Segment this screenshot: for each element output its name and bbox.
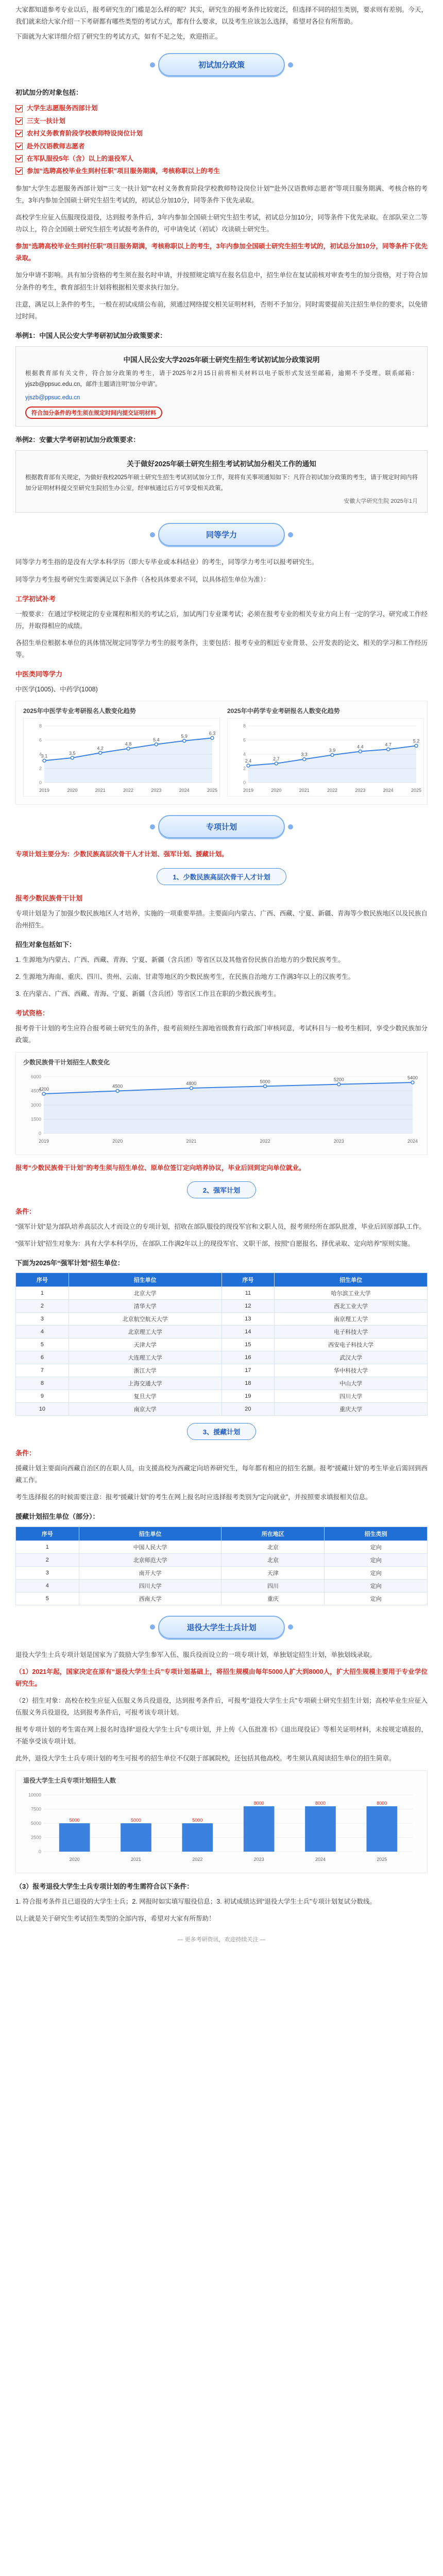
table-cell: 电子科技大学 [275, 1326, 428, 1338]
y-tick-label: 5000 [30, 1820, 41, 1826]
table-cell: 大连理工大学 [69, 1351, 222, 1364]
s1-paragraph-1: 参加“大学生志愿服务西部计划”“三支一扶计划”“农村义务教育阶段学校教师特设岗位计划”“赴外汉语教师志愿者”等项目服务期满、考核合格的考生，3年内参加全国硕士研究生招生考试的，初试总分加10分，同等条件下优先录取。 [15, 184, 428, 204]
data-point [99, 752, 102, 755]
chart-4 [23, 1788, 420, 1865]
table-row [16, 1403, 428, 1416]
s3-intro: 专项计划主要分为：少数民族高层次骨干人才计划、强军计划、援藏计划。 [15, 851, 228, 858]
s3-sub-1-header [15, 868, 428, 885]
footer-note: — 更多考研资讯，欢迎持续关注 — [177, 1936, 266, 1943]
s3-heading-4: 条件： [15, 1207, 36, 1215]
notice-2-title: 关于做好2025年硕士研究生招生考试初试加分相关工作的通知 [127, 460, 316, 468]
data-label: 8000 [315, 1800, 326, 1806]
s4-paragraph-7: 1. 符合报考条件且已退役的大学生士兵；2. 网报时如实填写服役信息；3. 初试成绩达到“退役大学生士兵”专项计划复试分数线。 [15, 1897, 377, 1905]
table-cell: 中山大学 [275, 1377, 428, 1390]
bar [367, 1806, 398, 1852]
s3-sub-3-title: 3、援藏计划 [187, 1423, 256, 1440]
x-tick-label: 2023 [151, 788, 162, 793]
x-tick-label: 2025 [411, 788, 422, 793]
data-point [211, 737, 214, 740]
y-tick-label: 4 [39, 752, 42, 757]
s4-chart [15, 1770, 428, 1873]
notice-1-email-link[interactable]: yjszb@ppsuc.edu.cn [25, 395, 80, 401]
table-cell: 定向 [325, 1592, 428, 1605]
table-cell: 北京大学 [69, 1287, 222, 1300]
s3-sub-1-title: 1、少数民族高层次骨干人才计划 [157, 868, 286, 885]
table-row [16, 1313, 428, 1326]
x-tick-label: 2021 [130, 1856, 142, 1862]
s3-heading-1: 报考少数民族骨干计划 [15, 894, 83, 902]
table-cell: 北京航空航天大学 [69, 1313, 222, 1326]
table-cell: 4 [16, 1579, 79, 1592]
notice-2-box [15, 450, 428, 513]
table-cell: 定向 [325, 1540, 428, 1553]
data-label: 4.2 [97, 745, 104, 751]
table-cell: 16 [222, 1351, 275, 1364]
table-cell: 1 [16, 1287, 69, 1300]
s2-charts [15, 701, 428, 805]
section-2-header [15, 523, 428, 546]
checkbox-icon [15, 167, 23, 175]
data-label: 5000 [130, 1817, 142, 1823]
x-tick-label: 2022 [327, 788, 338, 793]
data-label: 2.7 [273, 756, 280, 762]
x-tick-label: 2023 [253, 1856, 264, 1862]
y-tick-label: 4500 [30, 1088, 41, 1094]
x-tick-label: 2020 [112, 1138, 123, 1144]
table-row [16, 1579, 428, 1592]
table-cell: 3 [16, 1313, 69, 1326]
bar [182, 1823, 213, 1852]
table-cell: 北京 [222, 1540, 325, 1553]
data-point [415, 744, 418, 748]
s1-paragraph-3: 参加“选聘高校毕业生到村任职”项目服务期满，考核称职以上的考生，3年内参加全国硕士研究生招生考试的，初试总分加10分，同等条件下优先录取。 [15, 243, 428, 262]
section-4-title: 退役大学生士兵计划 [158, 1616, 285, 1639]
x-tick-label: 2019 [39, 788, 50, 793]
y-tick-label: 0 [38, 1849, 41, 1854]
y-tick-label: 0 [39, 780, 42, 786]
table-cell: 西北工业大学 [275, 1300, 428, 1313]
data-label: 5.4 [153, 737, 160, 743]
data-label: 2.4 [245, 758, 252, 764]
table-cell: 6 [16, 1351, 69, 1364]
table-cell: 4 [16, 1326, 69, 1338]
table-cell: 18 [222, 1377, 275, 1390]
notice-1-box [15, 346, 428, 427]
s2-heading-1: 工学初试补考 [15, 595, 56, 603]
table-cell: 华中科技大学 [275, 1364, 428, 1377]
table-cell: 上海交通大学 [69, 1377, 222, 1390]
x-tick-label: 2021 [95, 788, 106, 793]
data-label: 5000 [192, 1817, 203, 1823]
table-cell: 2 [16, 1553, 79, 1566]
s3-paragraph-2: 1. 生源地为内蒙古、广西、西藏、青海、宁夏、新疆（含兵团）等省区以及其他省份民族自治地方的少数民族考生。 [15, 956, 345, 963]
s3-note: 报考“少数民族骨干计划”的考生须与招生单位、原单位签订定向培养协议，毕业后回到定向单位就业。 [15, 1164, 305, 1172]
data-point [275, 762, 278, 765]
x-tick-label: 2024 [407, 1138, 418, 1144]
x-tick-label: 2023 [333, 1138, 344, 1144]
data-point [183, 739, 186, 742]
table-header-cell: 招生单位 [79, 1527, 222, 1540]
notice-1-body: 根据教育部有关文件，符合加分政策的考生，请于2025年2月15日前将相关材料以电子版形式发送至邮箱，逾期不予受理。联系邮箱：yjszb@ppsuc.edu.cn，邮件主题请注明“加分申请”。 [25, 370, 418, 387]
s4-paragraph-4: 报考专项计划的考生需在网上报名时选择“退役大学生士兵”专项计划，并上传《入伍批准书》《退出现役证》等相关证明材料，未按规定填报的，不能享受该专项计划。 [15, 1726, 428, 1745]
notice-2-body: 根据教育部有关规定，为做好我校2025年硕士研究生招生考试初试加分工作，现将有关事项通知如下：凡符合初试加分政策的考生，请于规定时间内将加分证明材料提交至研究生院招生办公室，经审核通过后方可享受相关政策。 [25, 474, 418, 492]
s3-paragraph-4: 3. 在内蒙古、广西、西藏、青海、宁夏、新疆（含兵团）等省区工作且在职的少数民族考生。 [15, 990, 280, 998]
data-label: 5000 [260, 1078, 270, 1084]
table-row [16, 1300, 428, 1313]
table-row [16, 1287, 428, 1300]
s1-paragraph-4: 加分申请不影响。具有加分资格的考生须在报名时申请，并按照规定填写在报名信息中，招生单位在复试前核对审查考生的加分资格，对于符合加分条件的考生，教育部招生计划将根据相关要求执行加分。 [15, 272, 428, 291]
data-point [387, 748, 390, 751]
table-cell: 天津大学 [69, 1338, 222, 1351]
table-cell: 四川大学 [79, 1579, 222, 1592]
notice-1-title: 中国人民公安大学2025年硕士研究生招生考试初试加分政策说明 [123, 355, 320, 364]
data-label: 3.5 [69, 751, 76, 756]
x-tick-label: 2022 [123, 788, 134, 793]
data-label: 5400 [407, 1075, 418, 1080]
s4-paragraph-5: 此外，退役大学生士兵专项计划的考生可报考的招生单位不仅限于部属院校，还包括其他高校。考生须认真阅读招生单位的招生简章。 [15, 1755, 396, 1762]
s4-paragraph-6: （3）报考退役大学生士兵专项计划的考生需符合以下条件： [15, 1882, 194, 1890]
bar [244, 1806, 275, 1852]
y-tick-label: 2 [243, 766, 246, 771]
table-cell: 2 [16, 1300, 69, 1313]
intro-section [15, 4, 428, 43]
chart-4-title: 退役大学生士兵专项计划招生人数 [23, 1776, 116, 1784]
x-tick-label: 2024 [315, 1856, 326, 1862]
x-tick-label: 2025 [207, 788, 218, 793]
data-point [337, 1082, 340, 1086]
table-header-cell: 所在地区 [222, 1527, 325, 1540]
data-label: 4500 [112, 1083, 123, 1089]
chart-2 [227, 718, 424, 796]
s4-paragraph-2: （1）2021年起，国家决定在原有“退役大学生士兵”专项计划基础上，将招生规模由每年5000人扩大到8000人，扩大招生规模主要用于专业学位研究生。 [15, 1668, 428, 1687]
table-cell: 定向 [325, 1566, 428, 1579]
s2-paragraph-3: 一般要求：在通过学校规定的专业课程和相关的考试之后，加试两门专业课考试；必须在报考专业的相关专业方向上有一定的学习、研究或工作经历，并取得相应的成绩。 [15, 610, 428, 630]
data-label: 5.2 [413, 738, 420, 744]
data-point [127, 747, 130, 750]
x-tick-label: 2024 [179, 788, 190, 793]
table-cell: 定向 [325, 1553, 428, 1566]
checklist-item: 农村义务教育阶段学校教师特设岗位计划 [15, 127, 428, 140]
checklist-item: 赴外汉语教师志愿者 [15, 140, 428, 152]
data-label: 5200 [333, 1077, 344, 1082]
notice-1-heading: 举例1：中国人民公安大学考研初试加分政策要求： [15, 331, 167, 340]
x-tick-label: 2020 [67, 788, 78, 793]
data-point [190, 1087, 193, 1090]
x-tick-label: 2020 [271, 788, 282, 793]
s3-paragraph-1: 专项计划是为了加强少数民族地区人才培养，实施的一项重要举措。主要面向内蒙古、广西、西藏、宁夏、新疆、青海等少数民族地区以及民族自治州招生。 [15, 909, 428, 929]
table-cell: 14 [222, 1326, 275, 1338]
table-cell: 3 [16, 1566, 79, 1579]
data-point [411, 1081, 414, 1084]
section-2-title: 同等学力 [158, 523, 285, 546]
table-header-cell: 序号 [16, 1527, 79, 1540]
data-label: 5.9 [181, 734, 188, 739]
data-label: 4.7 [385, 742, 391, 748]
intro-paragraph-2: 下面就为大家详细介绍了研究生的考试方式，如有不足之处，欢迎指正。 [15, 33, 222, 41]
table-row [16, 1390, 428, 1403]
bar [305, 1806, 336, 1852]
y-tick-label: 0 [243, 780, 246, 786]
y-tick-label: 2 [39, 766, 42, 771]
table-header-cell: 序号 [16, 1273, 69, 1287]
s1-paragraph-2: 高校学生应征入伍服现役退役，达到报考条件后，3年内参加全国硕士研究生招生考试，初试总分加10分，同等条件下优先录取。在部队荣立二等功以上，符合全国硕士研究生招生考试报考条件的，可申请免试（初试）攻读硕士研究生。 [15, 213, 428, 233]
x-tick-label: 2019 [38, 1138, 49, 1144]
table-cell: 中国人民大学 [79, 1540, 222, 1553]
y-tick-label: 1500 [30, 1116, 41, 1122]
chart-1 [23, 718, 220, 796]
s3-paragraph-6: “强军计划”是为部队培养高层次人才而设立的专项计划，招收在部队服役的现役军官和文职人员，报考须经所在部队批准，毕业后回原部队工作。 [15, 1223, 425, 1230]
chart-3-title: 少数民族骨干计划招生人数变化 [23, 1058, 110, 1066]
x-tick-label: 2021 [186, 1138, 197, 1144]
table-cell: 北京师范大学 [79, 1553, 222, 1566]
table-cell: 20 [222, 1403, 275, 1416]
table-cell: 13 [222, 1313, 275, 1326]
table-cell: 四川大学 [275, 1390, 428, 1403]
data-point [247, 764, 250, 767]
table-cell: 武汉大学 [275, 1351, 428, 1364]
checklist-item: 三支一扶计划 [15, 115, 428, 127]
table-row [16, 1592, 428, 1605]
table-cell: 11 [222, 1287, 275, 1300]
table-row [16, 1326, 428, 1338]
y-tick-label: 7500 [30, 1806, 41, 1811]
checkbox-icon [15, 117, 23, 125]
table-cell: 南京大学 [69, 1403, 222, 1416]
data-point [42, 1092, 45, 1095]
chart-1-title: 2025年中医学专业考研报名人数变化趋势 [23, 707, 136, 715]
table-cell: 10 [16, 1403, 69, 1416]
table-header-cell: 招生单位 [69, 1273, 222, 1287]
s3-sub-3-header [15, 1423, 428, 1440]
s1-paragraph-5: 注意，满足以上条件的考生，一般在初试成绩公布前，须通过网络提交相关证明材料，否则不予加分。同时需要提前关注招生单位的要求，以免错过时间。 [15, 300, 428, 320]
table-cell: 8 [16, 1377, 69, 1390]
s3-heading-3: 考试资格： [15, 1009, 49, 1018]
s4-paragraph-3: （2）招生对象：高校在校生应征入伍服义务兵役退役，达到报考条件后，可报考“退役大学生士兵”专项硕士研究生招生计划；高校毕业生应征入伍服义务兵役退役，达到报考条件后，可报考该专项计划。 [15, 1697, 428, 1716]
checklist-item: 参加“选聘高校毕业生到村任职”项目服务期满，考核称职以上的考生 [15, 165, 428, 177]
table-cell: 12 [222, 1300, 275, 1313]
table-cell: 5 [16, 1592, 79, 1605]
s3-sub-2-title: 2、强军计划 [187, 1181, 256, 1198]
table-cell: 四川 [222, 1579, 325, 1592]
data-label: 3.3 [301, 752, 308, 758]
checkbox-icon [15, 143, 23, 150]
y-tick-label: 0 [38, 1130, 41, 1136]
notice-2-heading: 举例2：安徽大学考研初试加分政策要求： [15, 436, 140, 444]
data-point [359, 750, 362, 753]
data-point [264, 1084, 267, 1088]
s3-paragraph-3: 2. 生源地为海南、重庆、四川、贵州、云南、甘肃等地区的少数民族考生，在民族自治地方工作满3年以上的汉族考生。 [15, 973, 355, 981]
data-point [71, 756, 74, 759]
table-header-cell: 序号 [222, 1273, 275, 1287]
data-label: 4.4 [357, 744, 364, 750]
table-cell: 9 [16, 1390, 69, 1403]
table-cell: 1 [16, 1540, 79, 1553]
table-2-title: 援藏计划招生单位（部分）： [15, 1513, 99, 1521]
chart-3 [23, 1070, 420, 1147]
table-cell: 浙江大学 [69, 1364, 222, 1377]
s3-paragraph-8: 援藏计划主要面向西藏自治区的在职人员，由支援高校为西藏定向培养研究生，每年都有相应的招生名额。报考“援藏计划”的考生毕业后需回到西藏工作。 [15, 1465, 428, 1484]
table-cell: 北京理工大学 [69, 1326, 222, 1338]
table-cell: 5 [16, 1338, 69, 1351]
series-area [44, 1082, 413, 1133]
s3-sub-2-header [15, 1181, 428, 1198]
data-label: 8000 [377, 1800, 387, 1806]
table-cell: 哈尔滨工业大学 [275, 1287, 428, 1300]
table-cell: 南京理工大学 [275, 1313, 428, 1326]
y-tick-label: 8 [243, 723, 246, 729]
data-point [43, 759, 46, 762]
checklist-item: 在军队服役5年（含）以上的退役军人 [15, 152, 428, 165]
table-row [16, 1364, 428, 1377]
s3-paragraph-9: 考生选择报名的时候需要注意：报考“援藏计划”的考生在网上报名时应选择报考类别为“定向就业”，并按照要求填报相关信息。 [15, 1494, 372, 1501]
table-row [16, 1338, 428, 1351]
s4-paragraph-1: 退役大学生士兵专项计划是国家为了鼓励大学生参军入伍、服兵役而设立的一项专项计划，单独划定招生计划，单独划线录取。 [15, 1651, 377, 1658]
x-tick-label: 2025 [377, 1856, 387, 1862]
s3-heading-5: 条件： [15, 1449, 36, 1458]
table-1 [15, 1273, 428, 1416]
s3-paragraph-5: 报考骨干计划的考生应符合报考硕士研究生的条件，报考前须经生源地省级教育行政部门审核同意，考试科目与一般考生相同，享受少数民族加分政策。 [15, 1025, 428, 1044]
data-point [303, 758, 306, 761]
s4-paragraph-8: 以上就是关于研究生考试招生类型的全部内容，希望对大家有所帮助！ [15, 1914, 215, 1922]
s2-paragraph-2: 同等学力考生报考研究生需要满足以下条件（各校具体要求不同，以具体招生单位为准）： [15, 575, 270, 583]
x-tick-label: 2022 [192, 1856, 203, 1862]
x-tick-label: 2024 [383, 788, 394, 793]
x-tick-label: 2021 [299, 788, 310, 793]
table-cell: 定向 [325, 1579, 428, 1592]
s1-checklist [15, 102, 428, 177]
y-tick-label: 4 [243, 752, 246, 757]
checkbox-icon [15, 155, 23, 162]
y-tick-label: 6000 [30, 1074, 41, 1079]
data-label: 4.8 [125, 741, 132, 747]
chart-2-title: 2025年中药学专业考研报名人数变化趋势 [227, 707, 340, 715]
table-row [16, 1566, 428, 1579]
table-cell: 西南大学 [79, 1592, 222, 1605]
notice-1-callout: 符合加分条件的考生须在规定时间内提交证明材料 [25, 406, 162, 419]
s2-paragraph-4: 各招生单位根据本单位的具体情况规定同等学力考生的报考条件，主要包括：报考专业的相近专业背景、公开发表的论文、相关的学习和工作经历等。 [15, 639, 428, 659]
table-cell: 南开大学 [79, 1566, 222, 1579]
section-3-title: 专项计划 [158, 815, 285, 838]
table-2 [15, 1527, 428, 1605]
data-label: 5000 [69, 1817, 80, 1823]
table-cell: 17 [222, 1364, 275, 1377]
table-cell: 19 [222, 1390, 275, 1403]
data-point [155, 743, 158, 746]
table-cell: 北京 [222, 1553, 325, 1566]
x-tick-label: 2019 [243, 788, 254, 793]
data-label: 3.1 [41, 753, 48, 759]
y-tick-label: 10000 [28, 1792, 41, 1798]
table-cell: 清华大学 [69, 1300, 222, 1313]
table-cell: 西安电子科技大学 [275, 1338, 428, 1351]
table-row [16, 1377, 428, 1390]
x-tick-label: 2022 [260, 1138, 270, 1144]
s2-paragraph-5: 中医学(1005)、中药学(1008) [15, 686, 98, 693]
table-header-cell: 招生单位 [275, 1273, 428, 1287]
s3-chart [15, 1052, 428, 1155]
section-1-header [15, 53, 428, 76]
table-cell: 15 [222, 1338, 275, 1351]
checkbox-icon [15, 105, 23, 112]
s2-paragraph-1: 同等学力考生指的是没有大学本科学历（即大专毕业或本科结业）的考生，同等学力考生可以报考研究生。 [15, 558, 318, 566]
table-row [16, 1351, 428, 1364]
table-cell: 重庆大学 [275, 1403, 428, 1416]
table-row [16, 1553, 428, 1566]
s2-heading-2: 中医类同等学力 [15, 670, 63, 679]
table-row [16, 1540, 428, 1553]
data-point [116, 1089, 119, 1092]
table-1-title: 下面为2025年“强军计划”招生单位： [15, 1259, 124, 1267]
section-1-title: 初试加分政策 [158, 53, 285, 76]
x-tick-label: 2023 [355, 788, 366, 793]
data-point [331, 754, 334, 757]
y-tick-label: 2500 [30, 1835, 41, 1840]
data-label: 6.3 [209, 731, 216, 736]
s3-heading-2: 招生对象包括如下： [15, 940, 76, 948]
checklist-item: 大学生志愿服务西部计划 [15, 102, 428, 114]
intro-paragraph-1: 大家都知道参考专业以后，报考研究生的门槛是怎么样的呢？其实，研究生的报考条件比较宽泛，但选择不同的招生类别，要求则有差别。今天，我们就来给大家介绍一下考研都有哪些类型的考试方式，都有什么要求，以及考生应该怎么选择，希望对各位有所帮助。 [15, 6, 428, 26]
data-label: 8000 [253, 1800, 264, 1806]
section-4-header [15, 1616, 428, 1639]
table-cell: 重庆 [222, 1592, 325, 1605]
table-cell: 7 [16, 1364, 69, 1377]
notice-2-signature: 安徽大学研究生院 2025年1月 [344, 498, 418, 505]
bar [121, 1823, 151, 1852]
y-tick-label: 8 [39, 723, 42, 729]
data-label: 4800 [186, 1080, 197, 1086]
bar [59, 1823, 90, 1852]
x-tick-label: 2020 [69, 1856, 80, 1862]
data-label: 3.9 [329, 748, 336, 753]
section-3-header [15, 815, 428, 838]
data-label: 4200 [38, 1086, 49, 1092]
y-tick-label: 6 [39, 737, 42, 743]
table-header-cell: 招生类别 [325, 1527, 428, 1540]
s1-lead: 初试加分的对象包括： [15, 89, 83, 97]
table-cell: 复旦大学 [69, 1390, 222, 1403]
y-tick-label: 6 [243, 737, 246, 743]
y-tick-label: 3000 [30, 1102, 41, 1108]
table-cell: 天津 [222, 1566, 325, 1579]
s3-paragraph-7: “强军计划”招生对象为：具有大学本科学历，在部队工作满2年以上的现役军官、文职干部，按照“自愿报名、择优录取、定向培养”原则实施。 [15, 1240, 414, 1247]
checkbox-icon [15, 130, 23, 137]
